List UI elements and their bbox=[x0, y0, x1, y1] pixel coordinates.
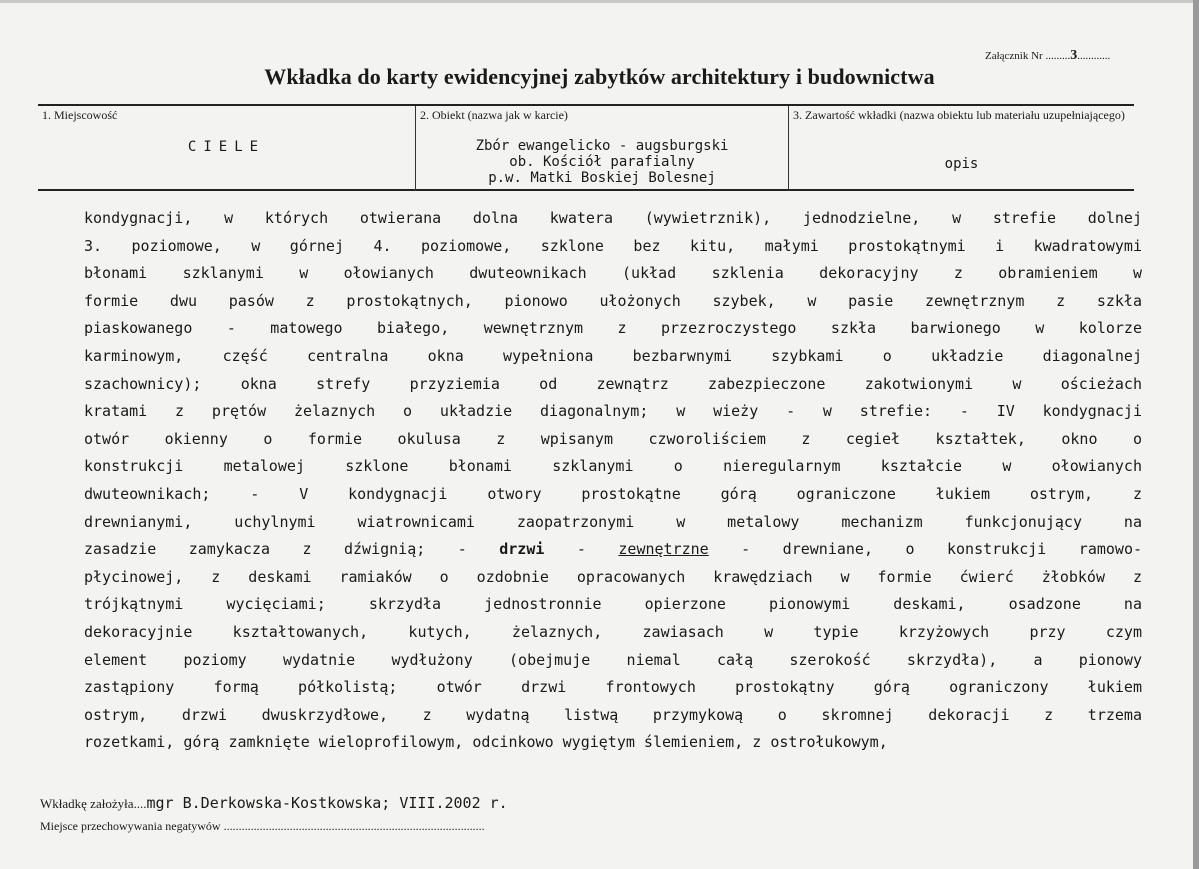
object-value bbox=[416, 138, 788, 186]
text-line: błonami szklanymi w ołowianych dwuteownikach (układ szklenia dekoracyjny z obramieniem w bbox=[84, 264, 1142, 283]
footer-author bbox=[40, 794, 508, 812]
text-line: zastąpiony formą półkolistą; otwór drzwi frontowych prostokątny górą ograniczony łukiem bbox=[84, 678, 1142, 697]
text-line: otwór okienny o formie okulusa z wpisanym czworoliściem z cegieł kształtek, okno o bbox=[84, 429, 1142, 448]
object-line: ob. Kościół parafialny bbox=[509, 154, 695, 170]
annex-number bbox=[985, 48, 1110, 64]
annex-number-value: 3 bbox=[1070, 48, 1078, 63]
text-line: kratami z prętów żelaznych o układzie diagonalnym; w wieży - w strefie: - IV kondygnacji bbox=[84, 402, 1142, 421]
object-line: p.w. Matki Boskiej Bolesnej bbox=[488, 170, 716, 186]
page-title: Wkładka do karty ewidencyjnej zabytków architektury i budownictwa bbox=[264, 64, 935, 89]
text-line: rozetkami, górą zamknięte wieloprofilowym, odcinkowo wygiętym ślemieniem, z ostrołukowym, bbox=[84, 733, 888, 752]
text-line: dekoracyjnie kształtowanych, kutych, żelaznych, zawiasach w typie krzyżowych przy czym bbox=[84, 622, 1142, 641]
object-line: Zbór ewangelicko - augsburgski bbox=[475, 138, 729, 154]
header-col-object bbox=[415, 106, 788, 191]
text-line: 3. poziomowe, w górnej 4. poziomowe, szklone bez kitu, małymi prostokątnymi i kwadratowymi bbox=[84, 236, 1142, 255]
locality-label: 1. Miejscowość bbox=[42, 108, 118, 122]
scan-edge-right bbox=[1193, 0, 1199, 869]
text-line: element poziomy wydatnie wydłużony (obejmuje niemal całą szerokość skrzydła), a pionowy bbox=[84, 650, 1142, 669]
text-line: piaskowanego - matowego białego, wewnętrznym z przezroczystego szkła barwionego w kolorze bbox=[84, 319, 1142, 338]
text-segment: - drewniane, o konstrukcji ramowo- bbox=[708, 540, 1143, 559]
content-label: 3. Zawartość wkładki (nazwa obiektu lub materiału uzupełniającego) bbox=[793, 108, 1125, 122]
author-value: mgr B.Derkowska-Kostkowska; VIII.2002 r. bbox=[146, 794, 508, 812]
text-underlined-exterior: zewnętrzne bbox=[618, 540, 709, 559]
header-col-content bbox=[788, 106, 1134, 191]
text-line-doors bbox=[84, 536, 1142, 564]
text-line: ostrym, drzwi dwuskrzydłowe, z wydatną listwą przymykową o skromnej dekoracji z trzema bbox=[84, 705, 1142, 724]
footer-storage: Miejsce przechowywania negatywów ....................................................................................... bbox=[40, 819, 485, 833]
text-line: płycinowej, z deskami ramiaków o ozdobnie opracowanych krawędziach w formie ćwierć żłobków z bbox=[84, 567, 1142, 586]
text-line: drewnianymi, uchylnymi wiatrownicami zaopatrzonymi w metalowy mechanizm funkcjonujący na bbox=[84, 512, 1142, 531]
scan-edge-top bbox=[0, 0, 1199, 3]
annex-label: Załącznik Nr ......... bbox=[985, 50, 1071, 62]
text-segment: - bbox=[544, 540, 619, 559]
text-line: karminowym, część centralna okna wypełniona bezbarwnymi szybkami o układzie diagonalnej bbox=[84, 346, 1142, 365]
text-line: szachownicy); okna strefy przyziemia od zewnątrz zabezpieczone zakotwionymi w ościeżach bbox=[84, 374, 1142, 393]
description-text bbox=[84, 205, 1142, 757]
object-label: 2. Obiekt (nazwa jak w karcie) bbox=[420, 108, 568, 122]
content-value: opis bbox=[944, 156, 979, 172]
annex-dots: ............ bbox=[1077, 50, 1111, 62]
header-col-locality bbox=[38, 106, 415, 191]
author-label: Wkładkę założyła.... bbox=[40, 796, 147, 811]
text-line: formie dwu pasów z prostokątnych, pionowo ułożonych szybek, w pasie zewnętrznym z szkła bbox=[84, 291, 1142, 310]
text-line: kondygnacji, w których otwierana dolna kwatera (wywietrznik), jednodzielne, w strefie dolnej bbox=[84, 209, 1142, 227]
text-line: trójkątnymi wycięciami; skrzydła jednostronnie opierzone pionowymi deskami, osadzone na bbox=[84, 595, 1142, 614]
text-line: konstrukcji metalowej szklone błonami szklanymi o nieregularnym kształcie w ołowianych bbox=[84, 457, 1142, 476]
text-bold-doors: drzwi bbox=[499, 540, 545, 559]
header-table bbox=[38, 104, 1134, 191]
text-segment: zasadzie zamykacza z dźwignią; - bbox=[84, 540, 500, 559]
text-line: dwuteownikach; - V kondygnacji otwory prostokątne górą ograniczone łukiem ostrym, z bbox=[84, 484, 1142, 503]
locality-value: CIELE bbox=[187, 139, 266, 155]
